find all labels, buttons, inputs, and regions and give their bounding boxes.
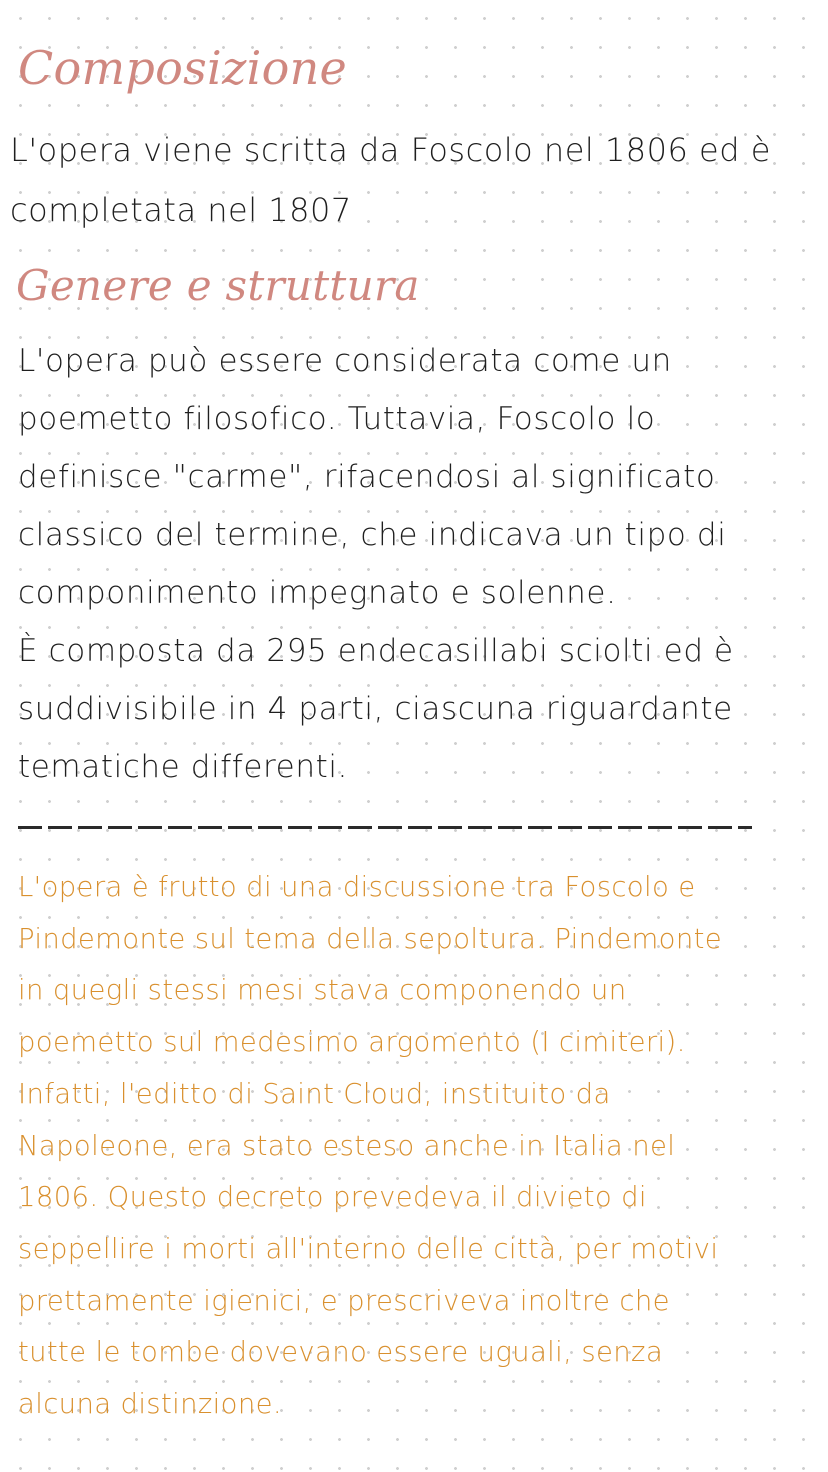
note-line: poemetto sul medesimo argomento (I cimiteri). xyxy=(18,1026,686,1059)
paragraph-note xyxy=(18,862,808,1431)
note-line: Infatti, l'editto di Saint Cloud, instituito da xyxy=(18,1077,611,1110)
note-line: seppellire i morti all'interno delle città, per motivi xyxy=(18,1232,719,1265)
text-line: L'opera viene scritta da Foscolo nel 1806 ed è xyxy=(10,131,771,169)
text-line: tematiche differenti. xyxy=(18,749,349,785)
text-line: componimento impegnato e solenne. xyxy=(18,575,617,611)
heading-composizione: Composizione xyxy=(18,41,348,95)
note-line: prettamente igienici, e prescriveva inoltre che xyxy=(18,1284,670,1317)
note-line: 1806. Questo decreto prevedeva il divieto di xyxy=(18,1181,647,1214)
note-line: Pindemonte sul tema della sepoltura. Pindemonte xyxy=(18,922,723,955)
text-line: completata nel 1807 xyxy=(10,191,352,229)
text-line: classico del termine, che indicava un tipo di xyxy=(18,517,727,553)
note-line: alcuna distinzione. xyxy=(18,1388,282,1421)
note-line: tutte le tombe dovevano essere uguali, senza xyxy=(18,1336,664,1369)
text-line: suddivisibile in 4 parti, ciascuna riguardante xyxy=(18,691,733,727)
paragraph-composizione xyxy=(10,120,810,240)
text-line: definisce "carme", rifacendosi al significato xyxy=(18,459,716,495)
note-line: L'opera è frutto di una discussione tra Foscolo e xyxy=(18,871,696,903)
paragraph-genere-struttura xyxy=(18,332,808,796)
text-line: poemetto filosofico. Tuttavia, Foscolo lo xyxy=(18,401,656,437)
note-line: Napoleone, era stato esteso anche in Italia nel xyxy=(18,1129,676,1162)
text-line: L'opera può essere considerata come un xyxy=(18,343,672,379)
text-line: È composta da 295 endecasillabi sciolti ed è xyxy=(18,633,734,669)
dashed-divider xyxy=(18,826,752,829)
note-line: in quegli stessi mesi stava componendo un xyxy=(18,974,627,1007)
heading-genere-struttura: Genere e struttura xyxy=(16,261,420,310)
